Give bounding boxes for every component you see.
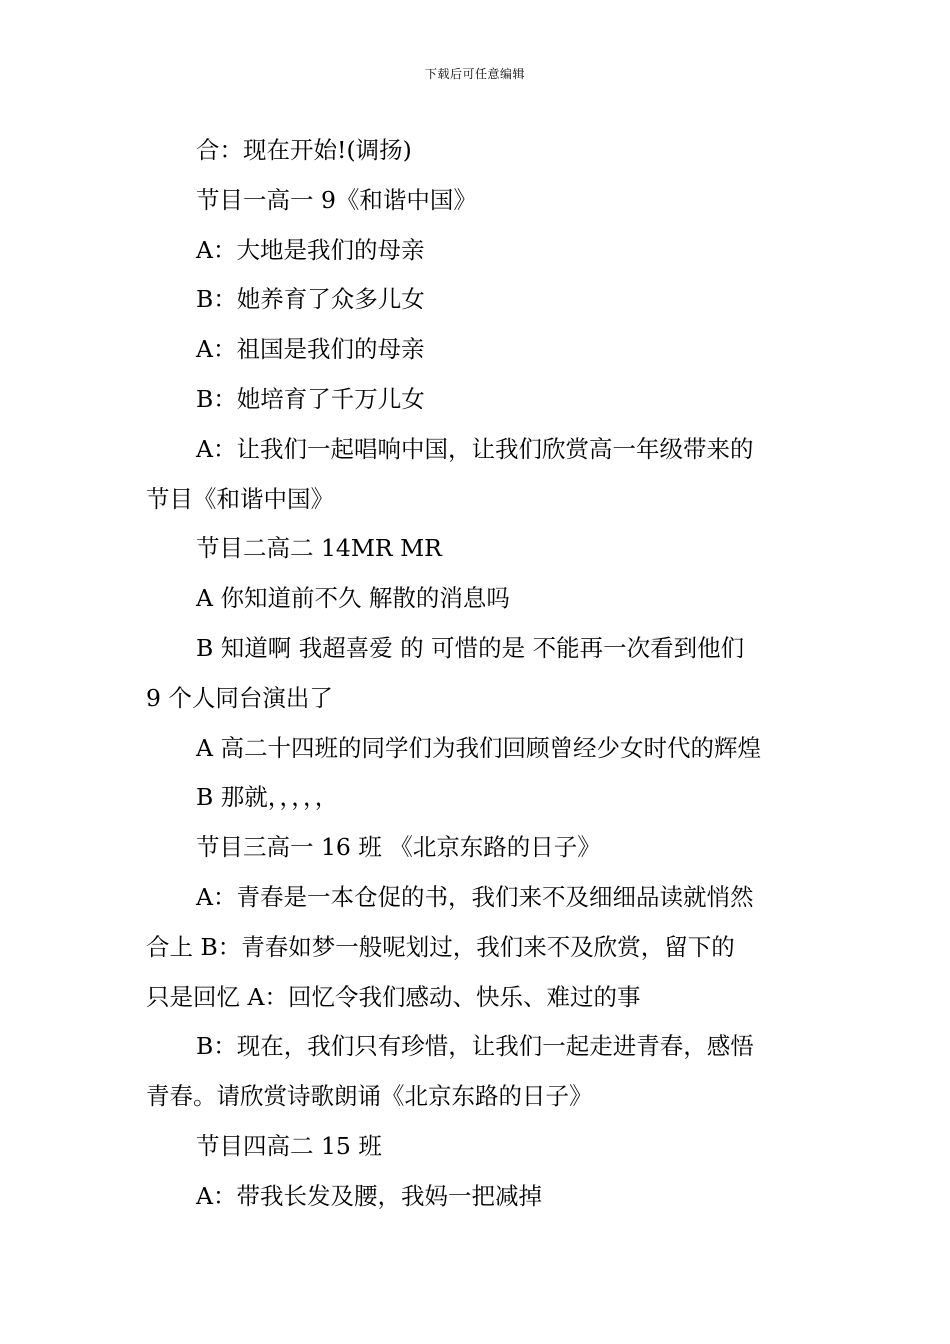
text-line: A 高二十四班的同学们为我们回顾曾经少女时代的辉煌	[196, 733, 761, 762]
text-line: B 那就，，，，，	[196, 783, 339, 812]
text-line: B 知道啊 我超喜爱 的 可惜的是 不能再一次看到他们	[196, 633, 745, 662]
text-line: A：大地是我们的母亲	[196, 235, 425, 264]
text-line: B：她养育了众多儿女	[196, 285, 425, 314]
text-line: 只是回忆 A：回忆令我们感动、快乐、难过的事	[146, 982, 641, 1011]
text-line: 合上 B：青春如梦一般呢划过，我们来不及欣赏，留下的	[146, 932, 735, 961]
text-line: 节目四高二 15 班	[196, 1131, 382, 1160]
text-line: B：现在，我们只有珍惜，让我们一起走进青春，感悟	[196, 1032, 754, 1061]
text-line: A：青春是一本仓促的书，我们来不及细细品读就悄然	[196, 882, 754, 911]
text-line: A：祖国是我们的母亲	[196, 335, 425, 364]
page-header: 下载后可任意编辑	[424, 67, 525, 81]
text-line: 合：现在开始!(调扬)	[196, 136, 412, 164]
text-line: B：她培育了千万儿女	[196, 384, 425, 413]
document-body	[146, 126, 811, 1222]
text-line: 节目二高二 14MR MR	[196, 534, 442, 563]
text-line: A 你知道前不久 解散的消息吗	[196, 584, 510, 613]
text-line: 9 个人同台演出了	[146, 683, 333, 712]
text-line: 青春。请欣赏诗歌朗诵《北京东路的日子》	[146, 1082, 593, 1111]
text-line: 节目《和谐中国》	[146, 484, 334, 513]
text-line: 节目三高一 16 班 《北京东路的日子》	[196, 833, 601, 862]
text-line: A：让我们一起唱响中国，让我们欣赏高一年级带来的	[196, 434, 754, 463]
text-line: A：带我长发及腰，我妈一把减掉	[196, 1181, 542, 1210]
text-line: 节目一高一 9《和谐中国》	[196, 185, 477, 214]
